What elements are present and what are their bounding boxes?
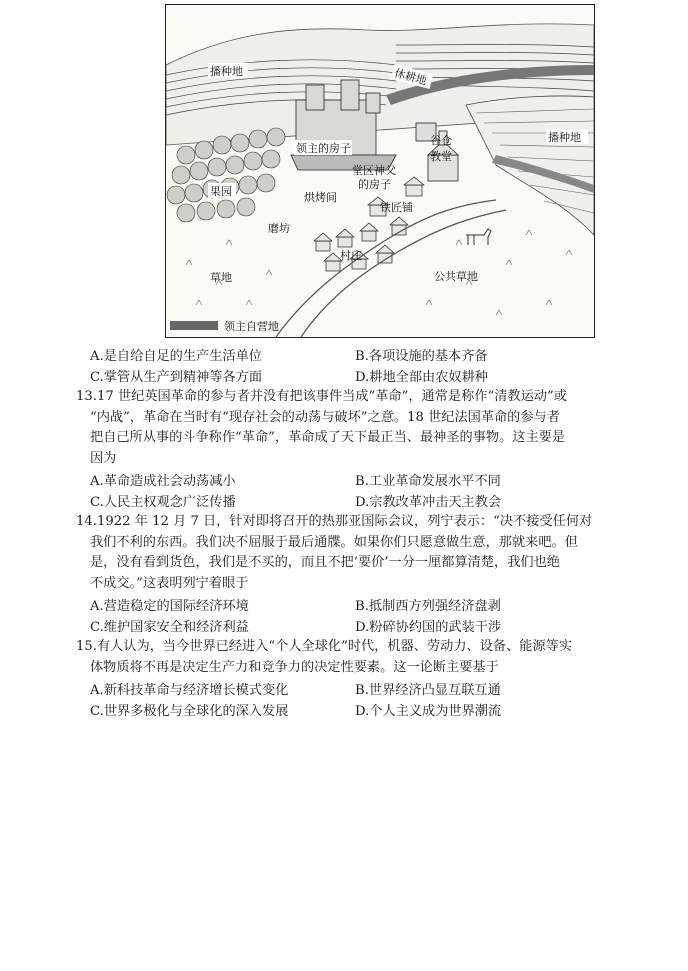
label-church: 教堂: [430, 150, 452, 163]
label-parish-house-line2: 的房子: [358, 178, 391, 191]
q15-option-a[interactable]: A.新科技革命与经济增长模式变化: [90, 683, 289, 698]
q13-option-d[interactable]: D.宗教改革冲击天主教会: [355, 495, 502, 510]
label-sown-right: 播种地: [548, 131, 581, 144]
label-sown-left: 播种地: [210, 65, 243, 78]
question-14-stem: [76, 512, 646, 594]
q14-line: 不成交。”这表明列宁着眼于: [90, 575, 249, 591]
q13-line: 把自己所从事的斗争称作“革命”，革命成了天下最正当、最神圣的事物。这主要是: [90, 430, 566, 445]
q12-options-row2: [90, 366, 650, 386]
q13-line: 因为: [90, 450, 117, 466]
q14-line: 是，没有看到货色，我们是不买的，而且不把‘要价’一分一厘都算清楚，我们也绝: [90, 555, 560, 570]
manor-illustration: [165, 4, 595, 338]
label-village: 村庄: [340, 249, 362, 262]
label-lord-house: 领主的房子: [296, 142, 351, 155]
q15-option-d[interactable]: D.个人主义成为世界潮流: [355, 704, 502, 719]
q12-option-b[interactable]: B.各项设施的基本齐备: [355, 349, 488, 364]
legend-swatch: [170, 321, 218, 330]
manor-drawing: [166, 5, 594, 337]
question-13-stem: [76, 387, 646, 469]
q14-option-c[interactable]: C.维护国家安全和经济利益: [90, 620, 249, 635]
q15-line: 体物质将不再是决定生产力和竞争力的决定性要素。这一论断主要基于: [90, 659, 499, 675]
q14-option-a[interactable]: A.营造稳定的国际经济环境: [90, 599, 249, 614]
q13-option-b[interactable]: B.工业革命发展水平不同: [355, 474, 501, 489]
question-15-stem: [76, 637, 646, 678]
q15-line: 15.有人认为，当今世界已经进入“个人全球化”时代，机器、劳动力、设备、能源等实: [76, 639, 573, 654]
q14-option-d[interactable]: D.粉碎协约国的武装干涉: [355, 620, 502, 635]
label-parish-house-line1: 堂区神父: [352, 164, 396, 177]
legend-label: 领主自营地: [224, 320, 279, 333]
q14-options-row1: [90, 595, 650, 615]
q13-options-row1: [90, 470, 650, 490]
q12-options-row1: [90, 345, 650, 365]
q15-options-row1: [90, 679, 650, 699]
q14-options-row2: [90, 616, 650, 636]
q14-option-b[interactable]: B.抵制西方列强经济盘剥: [355, 599, 501, 614]
q13-line: “内战”，革命在当时有“现存社会的动荡与破坏”之意。18 世纪法国革命的参与者: [90, 409, 560, 425]
label-meadow: 草地: [210, 271, 232, 284]
label-orchard: 果园: [210, 185, 232, 198]
q14-line: 我们不利的东西。我们决不屈服于最后通牒。如果你们只愿意做生意，那就来吧。但: [90, 534, 578, 550]
label-common-meadow: 公共草地: [434, 270, 478, 283]
q14-line: 14.1922 年 12 月 7 日，针对即将召开的热那亚国际会议，列宁表示：“决不接受任何对: [76, 514, 593, 529]
q13-option-a[interactable]: A.革命造成社会动荡减小: [90, 474, 236, 489]
q15-option-c[interactable]: C.世界多极化与全球化的深入发展: [90, 704, 289, 719]
label-smithy: 铁匠铺: [380, 201, 413, 214]
label-barn: 谷仓: [430, 134, 452, 147]
q15-options-row2: [90, 700, 650, 720]
q12-option-d[interactable]: D.耕地全部由农奴耕种: [355, 370, 488, 385]
q13-options-row2: [90, 491, 650, 511]
q12-option-c[interactable]: C.掌管从生产到精神等各方面: [90, 370, 263, 385]
q13-option-c[interactable]: C.人民主权观念广泛传播: [90, 495, 236, 510]
label-mill: 磨坊: [268, 222, 290, 235]
q15-option-b[interactable]: B.世界经济凸显互联互通: [355, 683, 501, 698]
label-oven: 烘烤间: [304, 191, 337, 204]
label-fallow: 休耕地: [392, 66, 429, 88]
q13-line: 13.17 世纪英国革命的参与者并没有把该事件当成“革命”，通常是称作“清教运动”或: [76, 389, 567, 404]
q12-option-a[interactable]: A.是自给自足的生产生活单位: [90, 349, 262, 364]
